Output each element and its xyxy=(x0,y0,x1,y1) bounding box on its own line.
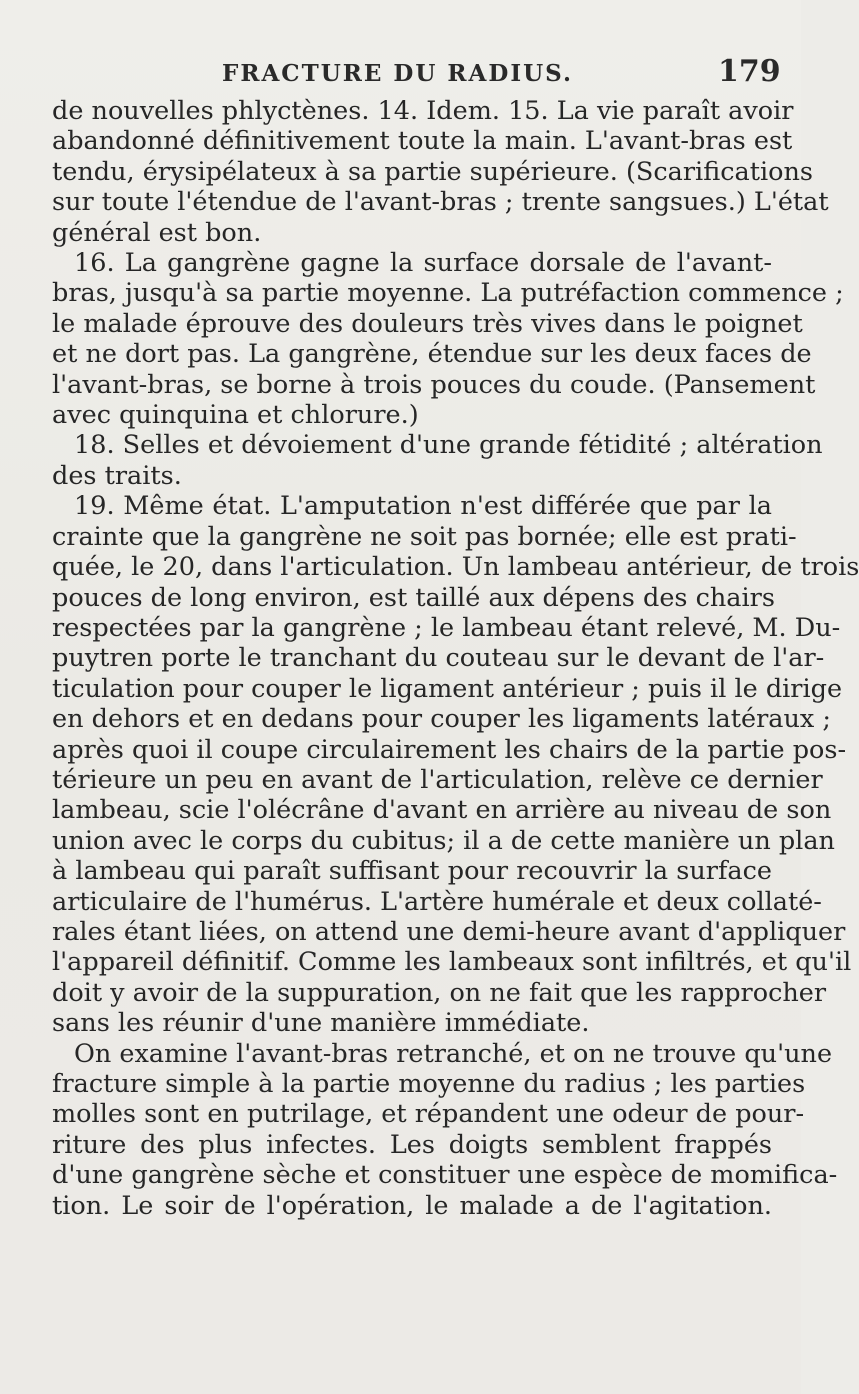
text-line: térieure un peu en avant de l'articulation, relève ce dernier xyxy=(52,764,823,795)
text-line: abandonné définitivement toute la main. L'avant-bras est xyxy=(52,126,793,157)
text-line: 19. Même état. L'amputation n'est différée que par la xyxy=(74,491,772,522)
text-line: des traits. xyxy=(52,460,182,491)
text-line: général est bon. xyxy=(52,217,262,248)
text-line: rales étant liées, on attend une demi-heure avant d'appliquer xyxy=(52,916,846,947)
text-line: On examine l'avant-bras retranché, et on ne trouve qu'une xyxy=(74,1038,833,1069)
text-line: sans les réunir d'une manière immédiate. xyxy=(52,1008,590,1039)
text-line: l'avant-bras, se borne à trois pouces du coude. (Pansement xyxy=(52,369,816,400)
text-line: avec quinquina et chlorure.) xyxy=(52,400,419,431)
text-line: de nouvelles phlyctènes. 14. Idem. 15. La vie paraît avoir xyxy=(52,96,794,126)
text-line: doit y avoir de la suppuration, on ne fait que les rapprocher xyxy=(52,977,827,1008)
text-line: respectées par la gangrène ; le lambeau étant relevé, M. Du- xyxy=(52,612,841,643)
text-line: 18. Selles et dévoiement d'une grande fétidité ; altération xyxy=(74,430,823,461)
running-title: FRACTURE DU RADIUS. xyxy=(222,60,573,87)
text-line: pouces de long environ, est taillé aux dépens des chairs xyxy=(52,582,775,613)
page-header xyxy=(0,52,801,92)
text-line: à lambeau qui paraît suffisant pour recouvrir la surface xyxy=(52,856,772,887)
text-line: puytren porte le tranchant du couteau sur le devant de l'ar- xyxy=(52,643,825,674)
text-line: et ne dort pas. La gangrène, étendue sur les deux faces de xyxy=(52,339,812,370)
text-line: bras, jusqu'à sa partie moyenne. La putréfaction commence ; xyxy=(52,278,844,309)
text-line: fracture simple à la partie moyenne du radius ; les parties xyxy=(52,1069,806,1099)
text-line: lambeau, scie l'olécrâne d'avant en arrière au niveau de son xyxy=(52,795,832,826)
text-line: 16. La gangrène gagne la surface dorsale de l'avant- xyxy=(74,248,772,279)
text-line: tendu, érysipélateux à sa partie supérieure. (Scarifications xyxy=(52,156,813,187)
text-line: après quoi il coupe circulairement les chairs de la partie pos- xyxy=(52,734,847,765)
text-line: quée, le 20, dans l'articulation. Un lambeau antérieur, de trois xyxy=(52,552,859,583)
text-line: sur toute l'étendue de l'avant-bras ; trente sangsues.) L'état xyxy=(52,187,829,218)
text-line: articulaire de l'humérus. L'artère humérale et deux collaté- xyxy=(52,886,822,917)
text-line: le malade éprouve des douleurs très vives dans le poignet xyxy=(52,308,803,339)
text-line: crainte que la gangrène ne soit pas bornée; elle est prati- xyxy=(52,521,797,552)
text-line: d'une gangrène sèche et constituer une espèce de momifica- xyxy=(52,1160,838,1191)
text-line: tion. Le soir de l'opération, le malade a de l'agitation. xyxy=(52,1190,772,1221)
text-line: en dehors et en dedans pour couper les ligaments latéraux ; xyxy=(52,704,831,735)
text-line: riture des plus infectes. Les doigts semblent frappés xyxy=(52,1129,772,1160)
text-line: union avec le corps du cubitus; il a de cette manière un plan xyxy=(52,825,835,856)
text-line: l'appareil définitif. Comme les lambeaux sont infiltrés, et qu'il xyxy=(52,947,852,978)
page-number: 179 xyxy=(718,54,781,89)
text-line: molles sont en putrilage, et répandent une odeur de pour- xyxy=(52,1099,805,1130)
body-text xyxy=(52,96,859,1221)
text-line: ticulation pour couper le ligament antérieur ; puis il le dirige xyxy=(52,673,843,704)
